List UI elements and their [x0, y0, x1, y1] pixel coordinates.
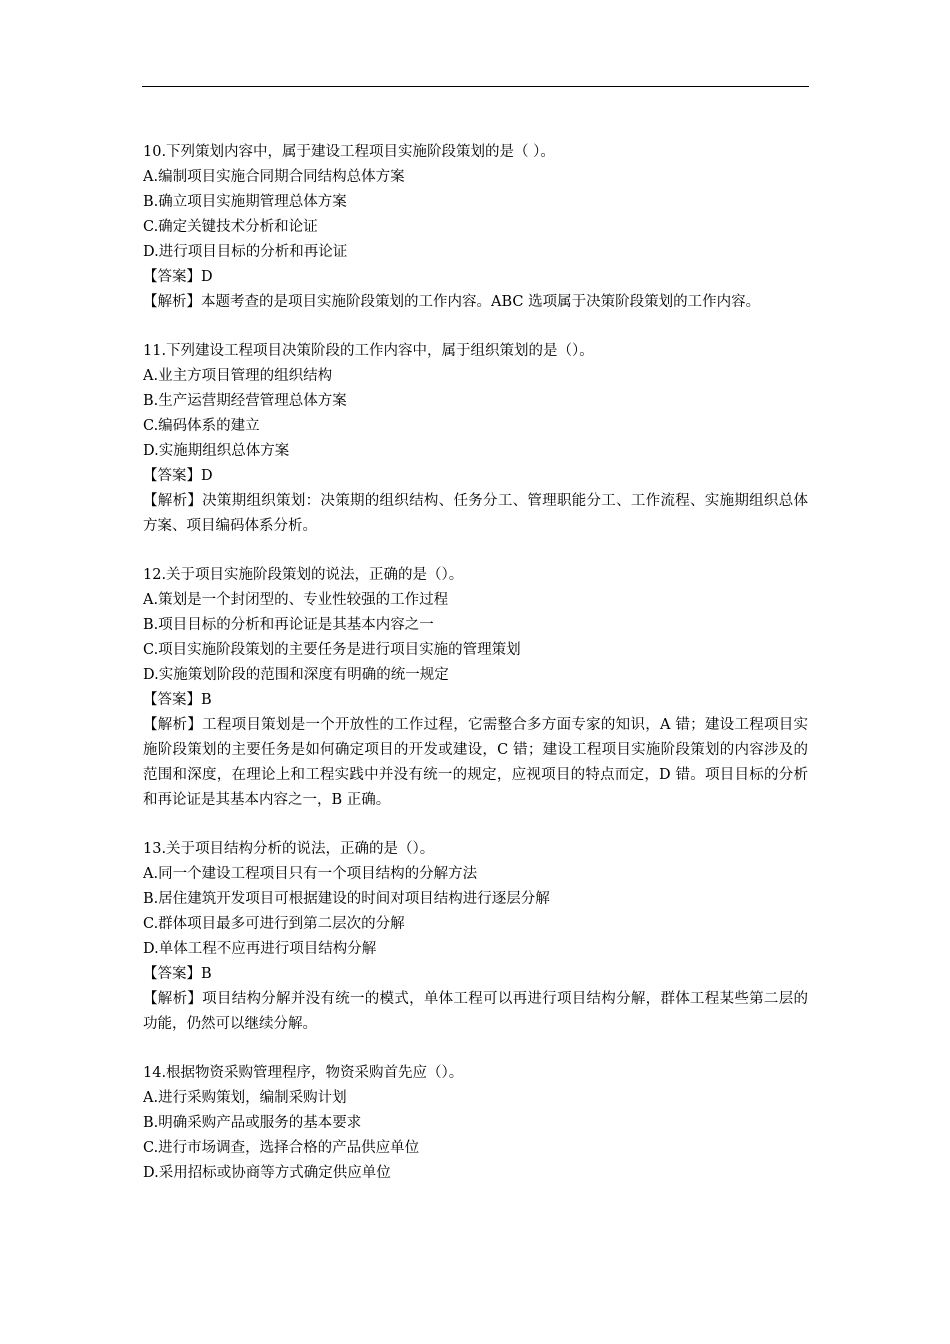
- analysis: 【解析】决策期组织策划：决策期的组织结构、任务分工、管理职能分工、工作流程、实施期组织总体方案、项目编码体系分析。: [143, 493, 808, 534]
- document-body: [143, 140, 808, 1210]
- question-13: [143, 837, 808, 1037]
- option-c: C.项目实施阶段策划的主要任务是进行项目实施的管理策划: [143, 642, 521, 658]
- question-14: [143, 1061, 808, 1186]
- option-c: C.进行市场调查，选择合格的产品供应单位: [143, 1140, 420, 1156]
- answer: 【答案】B: [143, 692, 212, 708]
- analysis: 【解析】项目结构分解并没有统一的模式，单体工程可以再进行项目结构分解，群体工程某些第二层的功能，仍然可以继续分解。: [143, 991, 808, 1032]
- question-stem: 13.关于项目结构分析的说法，正确的是（）。: [143, 841, 435, 857]
- option-b: B.生产运营期经营管理总体方案: [143, 393, 347, 409]
- option-d: D.单体工程不应再进行项目结构分解: [143, 941, 377, 957]
- question-11: [143, 339, 808, 539]
- option-d: D.采用招标或协商等方式确定供应单位: [143, 1165, 391, 1181]
- analysis: 【解析】工程项目策划是一个开放性的工作过程，它需整合多方面专家的知识，A 错；建设工程项目实施阶段策划的主要任务是如何确定项目的开发或建设，C 错；建设工程项目实施阶段策划的内容涉及的范围和深度，在理论上和工程实践中并没有统一的规定，应视项目的特点而定，D 错。项目目标的分析和再论证是其基本内容之一，B 正确。: [143, 717, 808, 808]
- question-12: [143, 563, 808, 813]
- question-stem: 11.下列建设工程项目决策阶段的工作内容中，属于组织策划的是（）。: [143, 343, 594, 359]
- option-d: D.进行项目目标的分析和再论证: [143, 244, 348, 260]
- option-c: C.编码体系的建立: [143, 418, 260, 434]
- analysis: 【解析】本题考查的是项目实施阶段策划的工作内容。ABC 选项属于决策阶段策划的工作内容。: [143, 294, 761, 310]
- option-d: D.实施策划阶段的范围和深度有明确的统一规定: [143, 667, 449, 683]
- answer: 【答案】D: [143, 468, 213, 484]
- option-a: A.同一个建设工程项目只有一个项目结构的分解方法: [143, 866, 478, 882]
- question-stem: 10.下列策划内容中，属于建设工程项目实施阶段策划的是（ ）。: [143, 144, 555, 160]
- question-10: [143, 140, 808, 315]
- option-b: B.明确采购产品或服务的基本要求: [143, 1115, 362, 1131]
- option-a: A.编制项目实施合同期合同结构总体方案: [143, 169, 405, 185]
- option-a: A.进行采购策划，编制采购计划: [143, 1090, 347, 1106]
- option-b: B.项目目标的分析和再论证是其基本内容之一: [143, 617, 434, 633]
- answer: 【答案】B: [143, 966, 212, 982]
- option-d: D.实施期组织总体方案: [143, 443, 290, 459]
- option-a: A.策划是一个封闭型的、专业性较强的工作过程: [143, 592, 449, 608]
- option-c: C.群体项目最多可进行到第二层次的分解: [143, 916, 405, 932]
- option-c: C.确定关键技术分析和论证: [143, 219, 318, 235]
- answer: 【答案】D: [143, 269, 213, 285]
- option-a: A.业主方项目管理的组织结构: [143, 368, 333, 384]
- question-stem: 12.关于项目实施阶段策划的说法，正确的是（）。: [143, 567, 464, 583]
- option-b: B.居住建筑开发项目可根据建设的时间对项目结构进行逐层分解: [143, 891, 550, 907]
- option-b: B.确立项目实施期管理总体方案: [143, 194, 347, 210]
- header-rule: [142, 86, 809, 87]
- question-stem: 14.根据物资采购管理程序，物资采购首先应（）。: [143, 1065, 464, 1081]
